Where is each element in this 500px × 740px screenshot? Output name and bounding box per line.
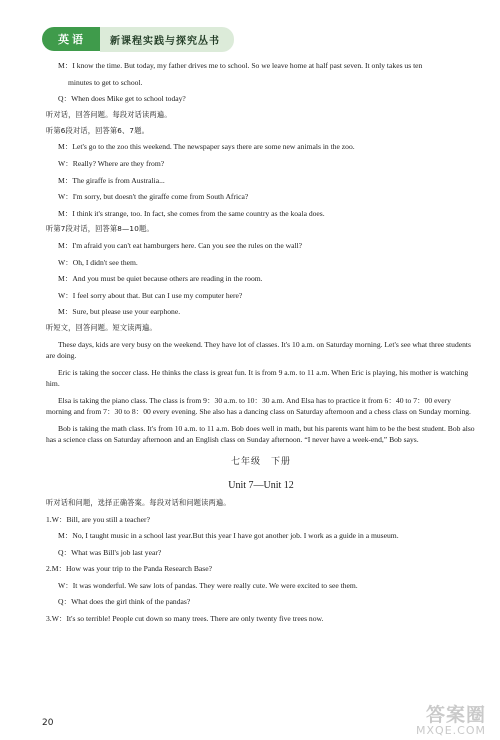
text-line: Q：What does the girl think of the pandas? bbox=[58, 597, 191, 607]
text-line: M：I think it's strange, too. In fact, she comes from the same country as the koala does. bbox=[58, 208, 325, 218]
text-line: W：It was wonderful. We saw lots of pandas. They were really cute. We were excited to see them. bbox=[58, 580, 358, 590]
text-line: 听第7段对话，回答第8—10题。 bbox=[46, 224, 154, 234]
text-line: Eric is taking the soccer class. He thinks the class is great fun. It is from 9 a.m. to 11 a.m. When Eric is playing, his mother is watching him. bbox=[46, 367, 469, 389]
text-line: W：Oh, I didn't see them. bbox=[58, 257, 138, 267]
text-line: W：I'm sorry, but doesn't the giraffe come from South Africa? bbox=[58, 192, 249, 202]
text-line: minutes to get to school. bbox=[68, 77, 143, 87]
text-line: 七年级 下册 bbox=[230, 456, 291, 467]
text-line: 2.M：How was your trip to the Panda Research Base? bbox=[46, 564, 212, 574]
text-line: 听短文，回答问题。短文读两遍。 bbox=[46, 322, 157, 332]
text-line: W：I feel sorry about that. But can I use my computer here? bbox=[58, 290, 243, 300]
text-line: These days, kids are very busy on the weekend. They have lot of classes. It's 10 a.m. on Saturday morning. Let's see what three students are doing. bbox=[46, 339, 471, 361]
text-line: W：Really? Where are they from? bbox=[58, 159, 165, 168]
text-line: Unit 7—Unit 12 bbox=[228, 479, 294, 491]
page-header bbox=[42, 28, 234, 50]
text-line: Bob is taking the math class. It's from 10 a.m. to 11 a.m. Bob does well in math, but his parents want him to be the best student. Bob also has a science class on Saturday afternoon and an English class on Sunday afternoon. “I never have a week-end,” Bob says. bbox=[46, 423, 475, 445]
text-line: M：I know the time. But today, my father drives me to school. So we leave home at half past seven. It only takes us ten bbox=[58, 61, 423, 70]
text-line: Q：What was Bill's job last year? bbox=[58, 547, 162, 557]
series-title: 新课程实践与探究丛书 bbox=[100, 27, 234, 52]
text-line: 听第6段对话，回答第6、7题。 bbox=[46, 125, 149, 135]
text-line: M：I'm afraid you can't eat hamburgers here. Can you see the rules on the wall? bbox=[58, 241, 303, 251]
text-line: 听对话和问题，选择正确答案。每段对话和问题读两遍。 bbox=[46, 497, 231, 507]
watermark-text: 答案圈 bbox=[425, 704, 486, 726]
text-line: 听对话，回答问题。每段对话读两遍。 bbox=[46, 109, 172, 119]
watermark-url: MXQE.COM bbox=[416, 724, 486, 737]
text-line: M：The giraffe is from Australia... bbox=[58, 175, 165, 185]
document-body bbox=[46, 60, 476, 624]
text-line: M：No, I taught music in a school last year.But this year I have got another job. I work as a guide in a museum. bbox=[58, 531, 399, 541]
text-line: Q：When does Mike get to school today? bbox=[58, 94, 186, 104]
page-number: 20 bbox=[42, 718, 54, 728]
text-line: 1.W：Bill, are you still a teacher? bbox=[46, 514, 150, 524]
text-line: Elsa is taking the piano class. The class is from 9：30 a.m. to 10：30 a.m. And Elsa has to practice it from 6：40 to 7：00 every morning and from 7：30 to 8：00 every evening. She also has a dancing class on Saturday afternoon and a chess class on Sunday morning. bbox=[46, 395, 471, 417]
subject-badge: 英语 bbox=[42, 27, 100, 51]
text-line: M：Sure, but please use your earphone. bbox=[58, 307, 181, 317]
text-line: 3.W：It's so terrible! People cut down so many trees. There are only twenty five trees now. bbox=[46, 613, 324, 623]
watermark-logo bbox=[416, 700, 486, 737]
text-line: M：Let's go to the zoo this weekend. The newspaper says there are some new animals in the zoo. bbox=[58, 142, 355, 152]
text-line: M：And you must be quiet because others are reading in the room. bbox=[58, 274, 263, 284]
